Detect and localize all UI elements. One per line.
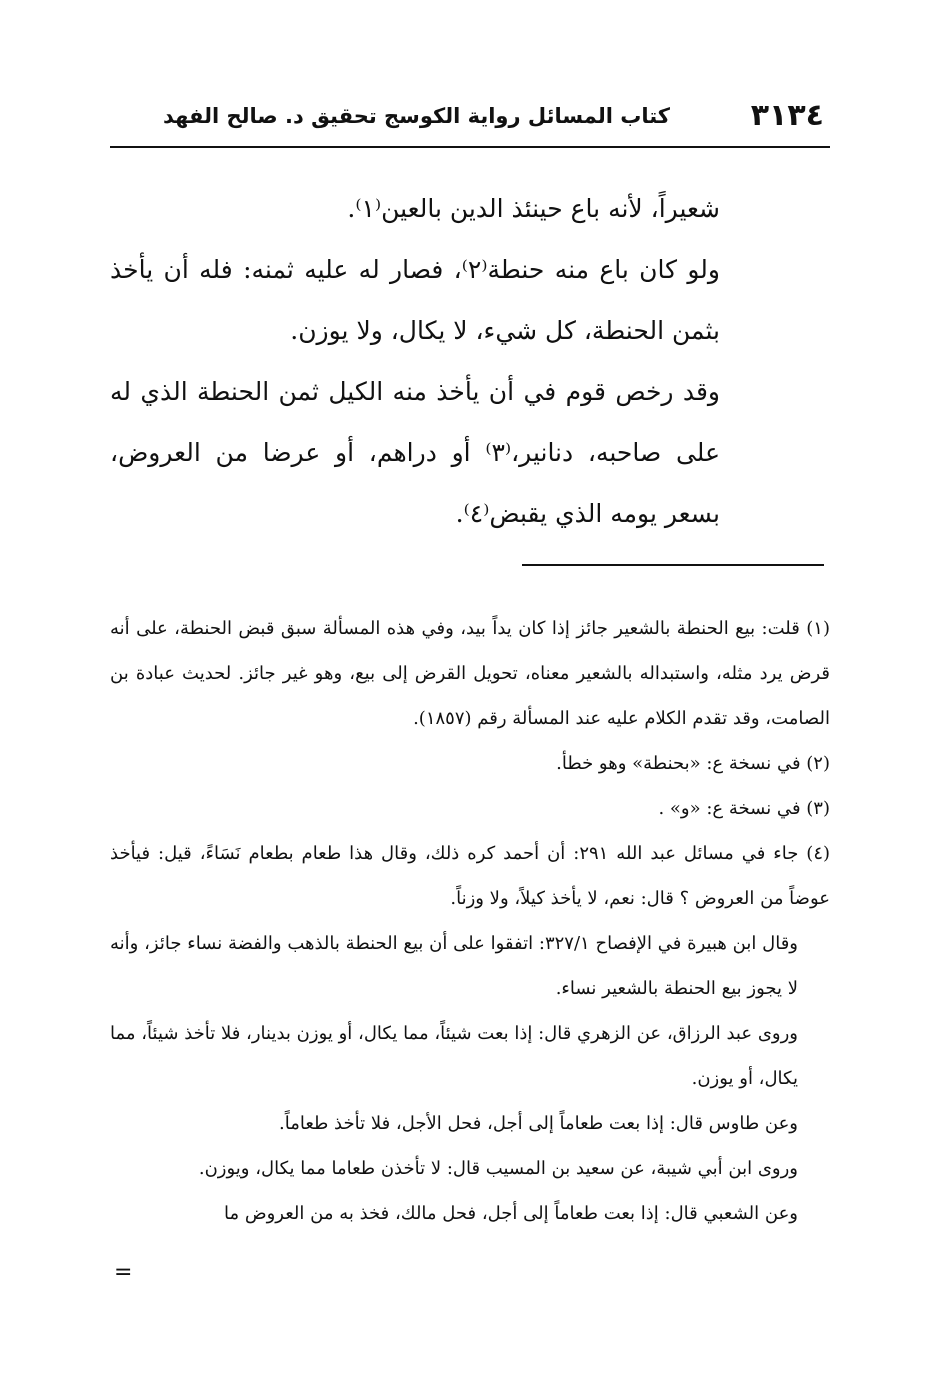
running-title: كتاب المسائل رواية الكوسج تحقيق د. صالح الفهد: [163, 104, 670, 128]
page-number: ٣١٣٤: [750, 98, 824, 133]
paragraph: شعيراً، لأنه باع حينئذ الدين بالعين⁽١⁾.: [347, 194, 720, 223]
footnote-paragraph: وقال ابن هبيرة في الإفصاح ٣٢٧/١: اتفقوا على أن بيع الحنطة بالذهب والفضة نساء جائز، وأنه لا يجوز بيع الحنطة بالشعير نساء.: [110, 933, 798, 999]
footnote-paragraph: وروى عبد الرزاق، عن الزهري قال: إذا بعت شيئاً، مما يكال، أو يوزن بدينار، فلا تأخذ شيئاً، مما يكال، أو يوزن.: [109, 1023, 798, 1089]
footnote-separator: [522, 564, 824, 566]
footnote-paragraph: وروى ابن أبي شيبة، عن سعيد بن المسيب قال: لا تأخذن طعاما مما يكال، ويوزن.: [198, 1158, 798, 1179]
footnote: (١) قلت: بيع الحنطة بالشعير جائز إذا كان يداً بيد، وفي هذه المسألة سبق قبض الحنطة، على أنه قرض يرد مثله، واستبداله بالشعير معناه، تحويل القرض إلى بيع، وهو غير جائز. لحديث عبادة بن الصامت، وقد تقدم الكلام عليه عند المسألة رقم (١٨٥٧).: [110, 618, 830, 729]
footnote: (٢) في نسخة ع: «بحنطة» وهو خطأ.: [556, 753, 830, 774]
paragraph: وقد رخص قوم في أن يأخذ منه الكيل ثمن الحنطة الذي له على صاحبه، دنانير،⁽٣⁾ أو دراهم، أو عرضا من العروض، بسعر يومه الذي يقبض⁽٤⁾.: [110, 377, 720, 528]
footnote-paragraph: وعن الشعبي قال: إذا بعت طعاماً إلى أجل، فحل مالك، فخذ به من العروض ما: [224, 1203, 798, 1224]
main-text: [110, 178, 720, 544]
paragraph: ولو كان باع منه حنطة⁽٢⁾، فصار له عليه ثمنه: فله أن يأخذ بثمن الحنطة، كل شيء، لا يكال، ولا يوزن.: [110, 255, 720, 345]
footnotes: [110, 606, 830, 1236]
footnote: (٣) في نسخة ع: «و» .: [658, 798, 830, 819]
footnote: (٤) جاء في مسائل عبد الله ٢٩١: أن أحمد كره ذلك، وقال هذا طعام بطعام نَسَاءً، قيل: فيأخذ عوضاً من العروض ؟ قال: نعم، لا يأخذ كيلاً، ولا وزناً.: [110, 843, 831, 909]
header-rule: [110, 146, 830, 148]
continuation-mark: =: [114, 1260, 133, 1285]
footnote-paragraph: وعن طاوس قال: إذا بعت طعاماً إلى أجل، فحل الأجل، فلا تأخذ طعاماً.: [278, 1113, 798, 1134]
page-header: [110, 98, 830, 142]
